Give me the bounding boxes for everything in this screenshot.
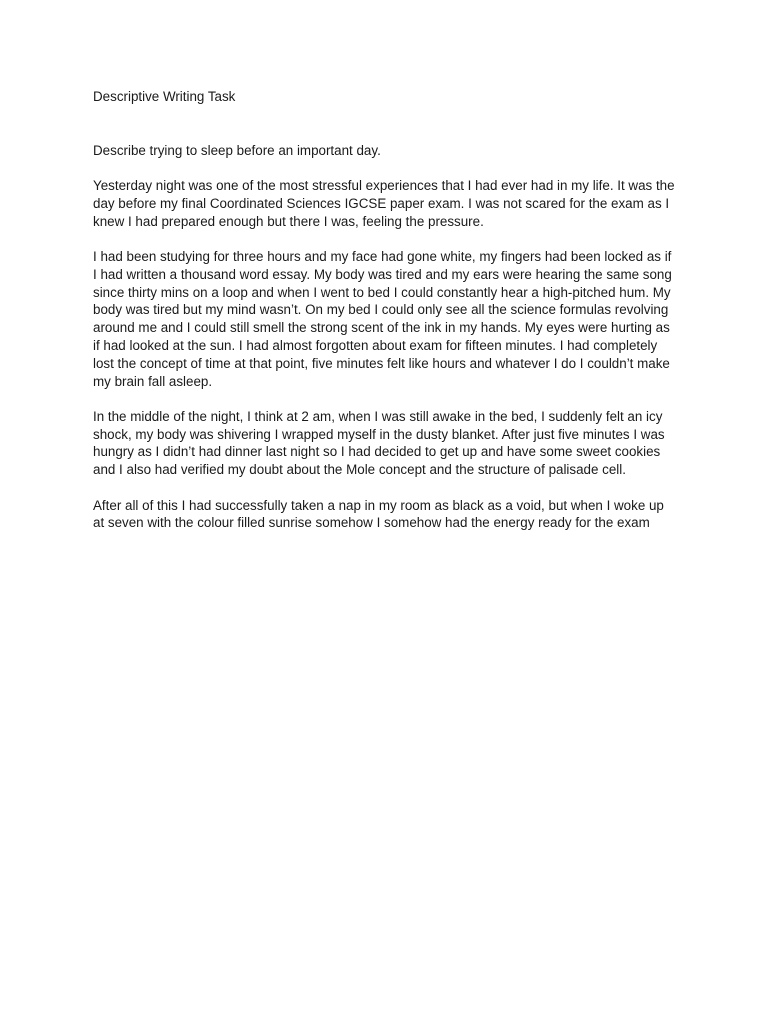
writing-prompt: Describe trying to sleep before an important day. [93,142,381,158]
paragraph-3: In the middle of the night, I think at 2 am, when I was still awake in the bed, I suddenly felt an icy shock, my body was shivering I wrapped myself in the dusty blanket. After just five minutes I was hungry as I didn’t had dinner last night so I had decided to get up and have some sweet cookies and I also had verified my doubt about the Mole concept and the structure of palisade cell. [93,408,665,478]
paragraph-4: After all of this I had successfully taken a nap in my room as black as a void, but when I woke up at seven with the colour filled sunrise somehow I somehow had the energy ready for the exam [93,497,664,531]
document-title: Descriptive Writing Task [93,89,236,104]
document-body [93,88,675,532]
paragraph-2: I had been studying for three hours and my face had gone white, my fingers had been locked as if I had written a thousand word essay. My body was tired and my ears were hearing the same song since thirty mins on a loop and when I went to bed I could constantly hear a high-pitched hum. My body was tired but my mind wasn’t. On my bed I could only see all the science formulas revolving around me and I could still smell the strong scent of the ink in my hands. My eyes were hurting as if had looked at the sun. I had almost forgotten about exam for fifteen minutes. I had completely lost the concept of time at that point, five minutes felt like hours and whatever I do I couldn’t make my brain fall asleep. [93,248,672,389]
paragraph-1: Yesterday night was one of the most stressful experiences that I had ever had in my life. It was the day before my final Coordinated Sciences IGCSE paper exam. I was not scared for the exam as I knew I had prepared enough but there I was, feeling the pressure. [93,178,675,229]
